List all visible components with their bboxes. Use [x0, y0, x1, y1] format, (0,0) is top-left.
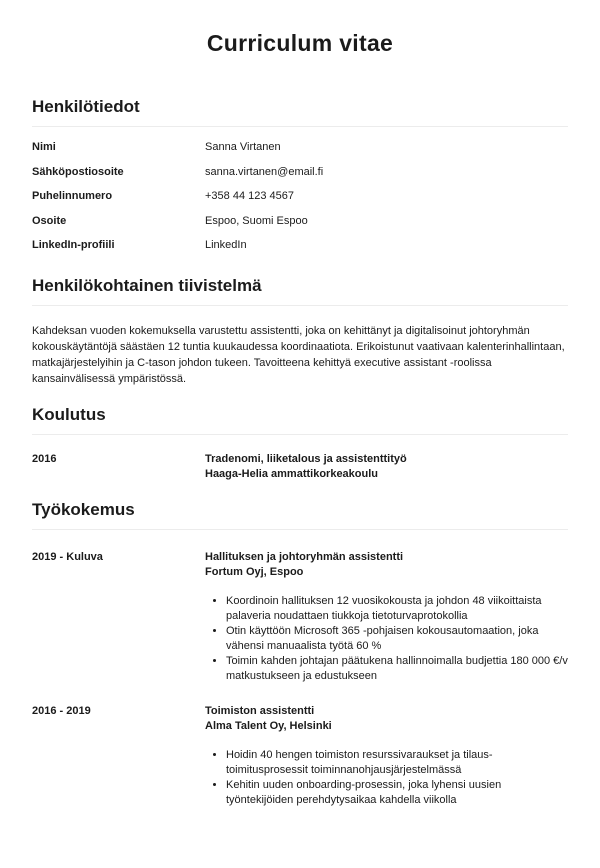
experience-bullet: • Toimin kahden johtajan päätukena hallinnoimalla budjettia 180 000 €/v matkustukseen ja edustukseen: [226, 654, 568, 684]
info-value: sanna.virtanen@email.fi: [205, 165, 324, 178]
info-label: Puhelinnumero: [32, 190, 113, 202]
experience-heading: Työkokemus: [32, 500, 568, 530]
experience-title: Toimiston assistentti: [205, 704, 315, 717]
info-value: +358 44 123 4567: [205, 190, 295, 202]
experience-company: Alma Talent Oy, Helsinki: [205, 719, 332, 732]
section-personal-info: [32, 97, 568, 258]
experience-bullet: • Otin käyttöön Microsoft 365 -pohjaisen kokousautomaation, joka vähensi manuaalista työtä 60 %: [226, 624, 568, 654]
summary-text: Kahdeksan vuoden kokemuksella varustettu assistentti, joka on kehittänyt ja digitalisoinut johtoryhmän kokouskäytäntöjä säästäen 12 tuntia kuukaudessa koordinaatiota. Erikoistunut vaativaan kalenterinhallintaan, matkajärjestelyihin ja C-tason johdon tukeen. Tavoitteena kehittyä executive assistant -roolissa kansainvälisessä ympäristössä.: [32, 324, 565, 385]
experience-bullets: [205, 748, 568, 808]
page-title: Curriculum vitae: [206, 30, 394, 56]
experience-period: 2019 - Kuluva: [32, 550, 103, 563]
info-label: Sähköpostiosoite: [32, 165, 124, 178]
experience-bullet: • Kehitin uuden onboarding-prosessin, joka lyhensi uusien työntekijöiden perehdytysaikaa kahdella viikolla: [226, 778, 568, 808]
experience-company: Fortum Oyj, Espoo: [205, 565, 304, 578]
section-summary: [32, 276, 568, 387]
education-school: Haaga-Helia ammattikorkeakoulu: [205, 467, 379, 480]
info-row-email: [32, 160, 568, 185]
section-experience: [32, 500, 568, 808]
info-row-address: [32, 209, 568, 234]
info-label: LinkedIn-profiili: [32, 239, 115, 251]
education-period: 2016: [32, 452, 57, 465]
info-label: Osoite: [32, 214, 67, 227]
info-row-phone: [32, 184, 568, 209]
info-value: Sanna Virtanen: [205, 141, 281, 153]
info-value: Espoo, Suomi Espoo: [205, 214, 308, 227]
experience-period: 2016 - 2019: [32, 704, 91, 717]
experience-bullet: • Koordinoin hallituksen 12 vuosikokousta ja johdon 48 viikoittaista palaveria noudattaen tiukkoja tietoturvaprotokollia: [226, 594, 568, 624]
experience-bullet: • Hoidin 40 hengen toimiston resurssivaraukset ja tilaus-toimitusprosessit toiminnanohjausjärjestelmässä: [226, 748, 568, 778]
info-row-name: [32, 135, 568, 160]
education-heading: Koulutus: [32, 405, 568, 435]
experience-entry-1: [32, 550, 568, 684]
experience-title: Hallituksen ja johtoryhmän assistentti: [205, 550, 404, 563]
section-education: [32, 405, 568, 482]
experience-bullets: [205, 594, 568, 684]
info-label: Nimi: [32, 141, 56, 153]
education-degree: Tradenomi, liiketalous ja assistenttityö: [205, 452, 407, 465]
summary-heading: Henkilökohtainen tiivistelmä: [32, 276, 568, 306]
personal-info-heading: Henkilötiedot: [32, 97, 568, 127]
experience-entry-2: [32, 704, 568, 808]
personal-info-grid: [32, 135, 568, 258]
info-row-linkedin: [32, 233, 568, 258]
info-value-linkedin: LinkedIn: [205, 239, 247, 251]
education-entry: [32, 452, 568, 482]
